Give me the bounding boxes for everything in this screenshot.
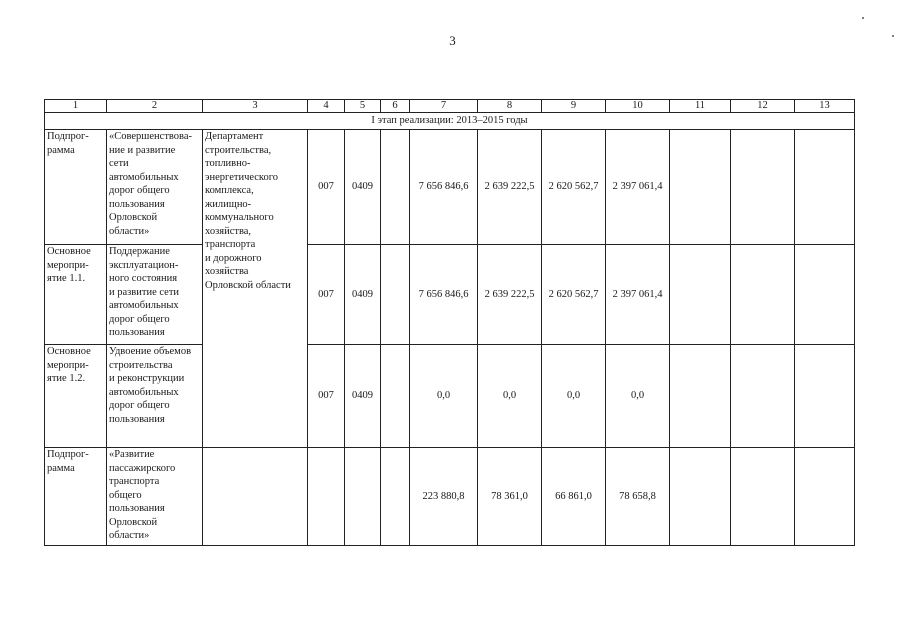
section-code-cell: 0409 [345,130,381,245]
amount-2014-cell: 66 861,0 [542,448,606,546]
grbs-code-cell: 007 [308,345,345,448]
grbs-code-cell: 007 [308,245,345,345]
column-header: 6 [381,100,410,113]
amount-2015-cell: 0,0 [606,345,670,448]
section-code-cell: 0409 [345,345,381,448]
total-amount-cell: 0,0 [410,345,478,448]
row-type-cell: Подпрог- рамма [45,130,107,245]
column-header: 3 [203,100,308,113]
cell-col13 [795,448,855,546]
column-header: 1 [45,100,107,113]
row-type-cell: Основное меропри- ятие 1.1. [45,245,107,345]
row-name-cell: Поддержание эксплуатацион- ного состояния и развитие сети автомобильных дорог общего пользования [107,245,203,345]
amount-2015-cell: 2 397 061,4 [606,245,670,345]
total-amount-cell: 7 656 846,6 [410,245,478,345]
column-header: 11 [670,100,731,113]
cell-col11 [670,245,731,345]
cell-col13 [795,345,855,448]
scan-mark [892,35,894,37]
cell-col12 [731,448,795,546]
cell-col13 [795,130,855,245]
column-header: 9 [542,100,606,113]
row-type-cell: Основное меропри- ятие 1.2. [45,345,107,448]
amount-2014-cell: 0,0 [542,345,606,448]
grbs-code-cell [308,448,345,546]
column-header: 5 [345,100,381,113]
column-number-row [45,100,855,113]
column-header: 13 [795,100,855,113]
row-name-cell: «Развитие пассажирского транспорта общего пользования Орловской области» [107,448,203,546]
column-header: 2 [107,100,203,113]
cell-col13 [795,245,855,345]
grbs-code-cell: 007 [308,130,345,245]
responsible-executor-cell [203,448,308,546]
section-code-cell: 0409 [345,245,381,345]
table-row [45,345,855,448]
total-amount-cell: 7 656 846,6 [410,130,478,245]
cell-col11 [670,345,731,448]
cell-col6 [381,245,410,345]
cell-col6 [381,345,410,448]
cell-col12 [731,345,795,448]
cell-col12 [731,245,795,345]
amount-2013-cell: 2 639 222,5 [478,130,542,245]
cell-col6 [381,130,410,245]
column-header: 10 [606,100,670,113]
budget-table [44,99,855,546]
column-header: 12 [731,100,795,113]
page-number: 3 [449,33,456,48]
cell-col11 [670,448,731,546]
row-name-cell: «Совершенствова- ние и развитие сети автомобильных дорог общего пользования Орловской области» [107,130,203,245]
total-amount-cell: 223 880,8 [410,448,478,546]
amount-2015-cell: 2 397 061,4 [606,130,670,245]
column-header: 8 [478,100,542,113]
stage-title: I этап реализации: 2013–2015 годы [45,113,855,130]
cell-col11 [670,130,731,245]
table-row [45,245,855,345]
row-name-cell: Удвоение объемов строительства и реконструкции автомобильных дорог общего пользования [107,345,203,448]
column-header: 7 [410,100,478,113]
row-type-cell: Подпрог- рамма [45,448,107,546]
amount-2015-cell: 78 658,8 [606,448,670,546]
table-row [45,448,855,546]
column-header: 4 [308,100,345,113]
amount-2013-cell: 0,0 [478,345,542,448]
section-code-cell [345,448,381,546]
amount-2013-cell: 78 361,0 [478,448,542,546]
cell-col12 [731,130,795,245]
amount-2014-cell: 2 620 562,7 [542,245,606,345]
amount-2014-cell: 2 620 562,7 [542,130,606,245]
table-row [45,130,855,245]
cell-col6 [381,448,410,546]
amount-2013-cell: 2 639 222,5 [478,245,542,345]
scan-mark [862,17,864,19]
responsible-executor-cell: Департамент строительства, топливно- энергетического комплекса, жилищно- коммунального хозяйства, транспорта и дорожного хозяйства Орловской области [203,130,308,448]
stage-row [45,113,855,130]
